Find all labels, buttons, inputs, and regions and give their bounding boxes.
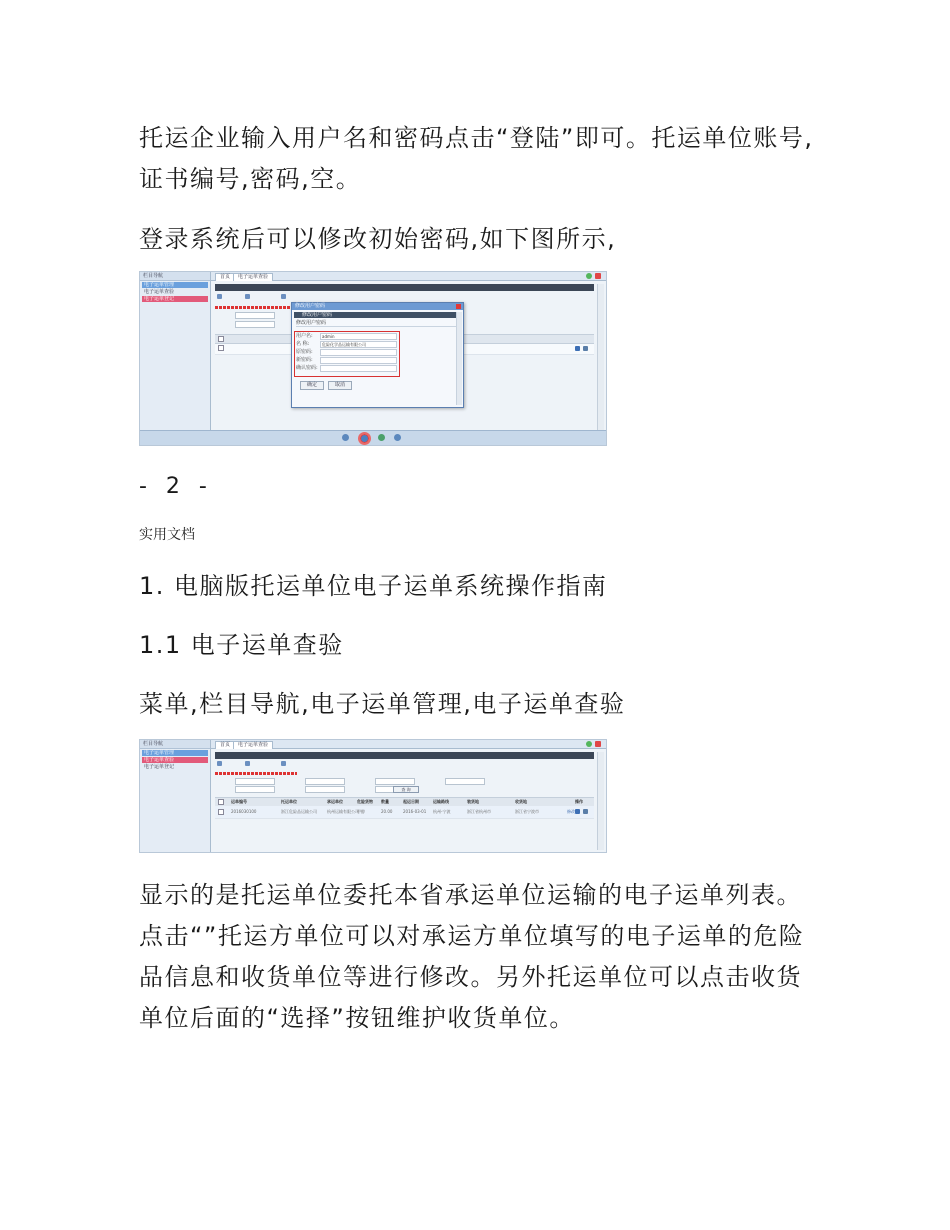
close-icon[interactable] (595, 273, 601, 279)
edit-icon[interactable] (575, 809, 580, 814)
export-icon[interactable] (281, 761, 286, 766)
edit-icon[interactable] (245, 294, 250, 299)
company-name-field: 危险化学品运输有限公司 (320, 341, 397, 348)
cell-route: 杭州-宁波 (433, 809, 451, 814)
filter-row (215, 778, 594, 784)
column-header[interactable]: 起运日期 (403, 799, 419, 804)
old-password-label: 原密码: (296, 349, 313, 355)
notice-bar (215, 752, 594, 759)
sidebar-title: 栏目导航 (140, 740, 210, 749)
select-all-checkbox[interactable] (218, 799, 224, 805)
sidebar-item-waybill-register[interactable]: 电子运单登记 (144, 764, 175, 770)
confirm-password-input[interactable] (320, 365, 397, 372)
refresh-icon[interactable] (586, 273, 592, 279)
notice-bar (215, 284, 594, 291)
tab-bar (211, 740, 606, 749)
cell-date: 2016-03-01 (403, 809, 427, 814)
dialog-subtitle: 修改用户密码 (294, 312, 461, 318)
row-checkbox[interactable] (218, 345, 224, 351)
sidebar (140, 272, 211, 445)
ok-button[interactable]: 确定 (300, 381, 324, 390)
document-label: 实用文档 (139, 527, 195, 543)
intro-paragraph: 托运企业输入用户名和密码点击“登陆”即可。托运单位账号,证书编号,密码,空。 (139, 124, 814, 193)
taskbar-icon[interactable] (378, 434, 385, 441)
filter-input[interactable] (235, 786, 275, 793)
new-password-input[interactable] (320, 357, 397, 364)
column-header[interactable]: 收货地 (515, 799, 527, 804)
cell-carrier: 杭州运输有限公司 (327, 809, 359, 814)
cell-waybill-no: 2016030100 (231, 809, 257, 814)
column-header[interactable]: 承运单位 (327, 799, 343, 804)
row-checkbox[interactable] (218, 809, 224, 815)
add-icon[interactable] (217, 761, 222, 766)
page-number: - 2 - (139, 474, 213, 499)
edit-link[interactable]: 修改 (567, 809, 575, 814)
username-field: admin (320, 333, 397, 340)
change-password-paragraph: 登录系统后可以修改初始密码,如下图所示, (139, 225, 617, 253)
filter-row (215, 786, 594, 792)
dialog-scrollbar[interactable] (456, 312, 462, 405)
change-password-icon[interactable] (360, 434, 369, 443)
sidebar-item-waybill-check[interactable]: 电子运单查验 (142, 757, 208, 763)
cell-loading: 浙江省杭州市 (467, 809, 491, 814)
section-heading-1: 1. 电脑版托运单位电子运单系统操作指南 (139, 572, 608, 600)
screenshot-change-password (139, 271, 607, 446)
filter-input[interactable] (235, 321, 275, 328)
toolbar (215, 760, 594, 767)
cell-destination: 浙江省宁波市 (515, 809, 539, 814)
column-header[interactable]: 运输路线 (433, 799, 449, 804)
screenshot-waybill-check (139, 739, 607, 853)
column-header[interactable]: 数量 (381, 799, 389, 804)
red-hint-text (215, 306, 295, 309)
cell-goods: 甲醇 (357, 809, 365, 814)
add-icon[interactable] (217, 294, 222, 299)
navigation-path: 菜单,栏目导航,电子运单管理,电子运单查验 (139, 690, 626, 718)
scrollbar[interactable] (597, 752, 604, 850)
cancel-button[interactable]: 取消 (328, 381, 352, 390)
filter-input[interactable] (235, 778, 275, 785)
edit-icon[interactable] (575, 346, 580, 351)
sidebar-title: 栏目导航 (140, 272, 210, 281)
description-paragraph: 显示的是托运单位委托本省承运单位运输的电子运单列表。点击“”托运方单位可以对承运方单位填写的电子运单的危险品信息和收货单位等进行修改。另外托运单位可以点击收货单位后面的“选择”按钮维护收货单位。 (139, 881, 805, 1032)
filter-input[interactable] (445, 778, 485, 785)
tab-waybill-check[interactable]: 电子运单查验 (233, 741, 273, 749)
sidebar-item-waybill-register[interactable]: 电子运单登记 (142, 296, 208, 302)
sidebar-item-waybill-management[interactable]: 电子运单管理 (142, 282, 208, 288)
filter-input[interactable] (305, 786, 345, 793)
edit-icon[interactable] (245, 761, 250, 766)
close-icon[interactable] (595, 741, 601, 747)
filter-input[interactable] (305, 778, 345, 785)
red-hint-text (215, 772, 297, 775)
company-name-label: 名 称: (296, 341, 310, 347)
taskbar-icon[interactable] (342, 434, 349, 441)
sidebar (140, 740, 211, 852)
sidebar-item-waybill-check[interactable]: 电子运单查验 (144, 289, 175, 295)
filter-input[interactable] (235, 312, 275, 319)
refresh-icon[interactable] (586, 741, 592, 747)
column-header[interactable]: 操作 (575, 799, 583, 804)
sidebar-item-waybill-management[interactable]: 电子运单管理 (142, 750, 208, 756)
column-header[interactable]: 托运单位 (281, 799, 297, 804)
dialog-close-icon[interactable] (456, 304, 461, 309)
select-all-checkbox[interactable] (218, 336, 224, 342)
tab-home[interactable]: 首页 (215, 273, 235, 281)
column-header[interactable]: 运单编号 (231, 799, 247, 804)
taskbar (140, 430, 606, 445)
tab-home[interactable]: 首页 (215, 741, 235, 749)
change-password-dialog (291, 302, 464, 408)
cell-quantity: 20.00 (381, 809, 393, 814)
column-header[interactable]: 危险货物 (357, 799, 373, 804)
tab-waybill-check[interactable]: 电子运单查验 (233, 273, 273, 281)
cell-shipper: 浙江危险品运输公司 (281, 809, 317, 814)
column-header[interactable]: 装货地 (467, 799, 479, 804)
section-heading-1-1: 1.1 电子运单查验 (139, 631, 344, 659)
username-label: 用户名: (296, 333, 313, 339)
table-row[interactable] (215, 806, 594, 819)
view-icon[interactable] (583, 346, 588, 351)
toolbar (215, 293, 594, 300)
tab-bar (211, 272, 606, 281)
confirm-password-label: 确认密码: (296, 365, 318, 371)
new-password-label: 新密码: (296, 357, 313, 363)
export-icon[interactable] (281, 294, 286, 299)
old-password-input[interactable] (320, 349, 397, 356)
taskbar-icon[interactable] (394, 434, 401, 441)
filter-input[interactable] (375, 778, 415, 785)
view-icon[interactable] (583, 809, 588, 814)
scrollbar[interactable] (597, 284, 604, 431)
query-button[interactable]: 查 询 (393, 786, 419, 793)
dialog-title: 修改用户密码 (292, 303, 463, 310)
dialog-section-title: 修改用户密码 (296, 320, 459, 327)
